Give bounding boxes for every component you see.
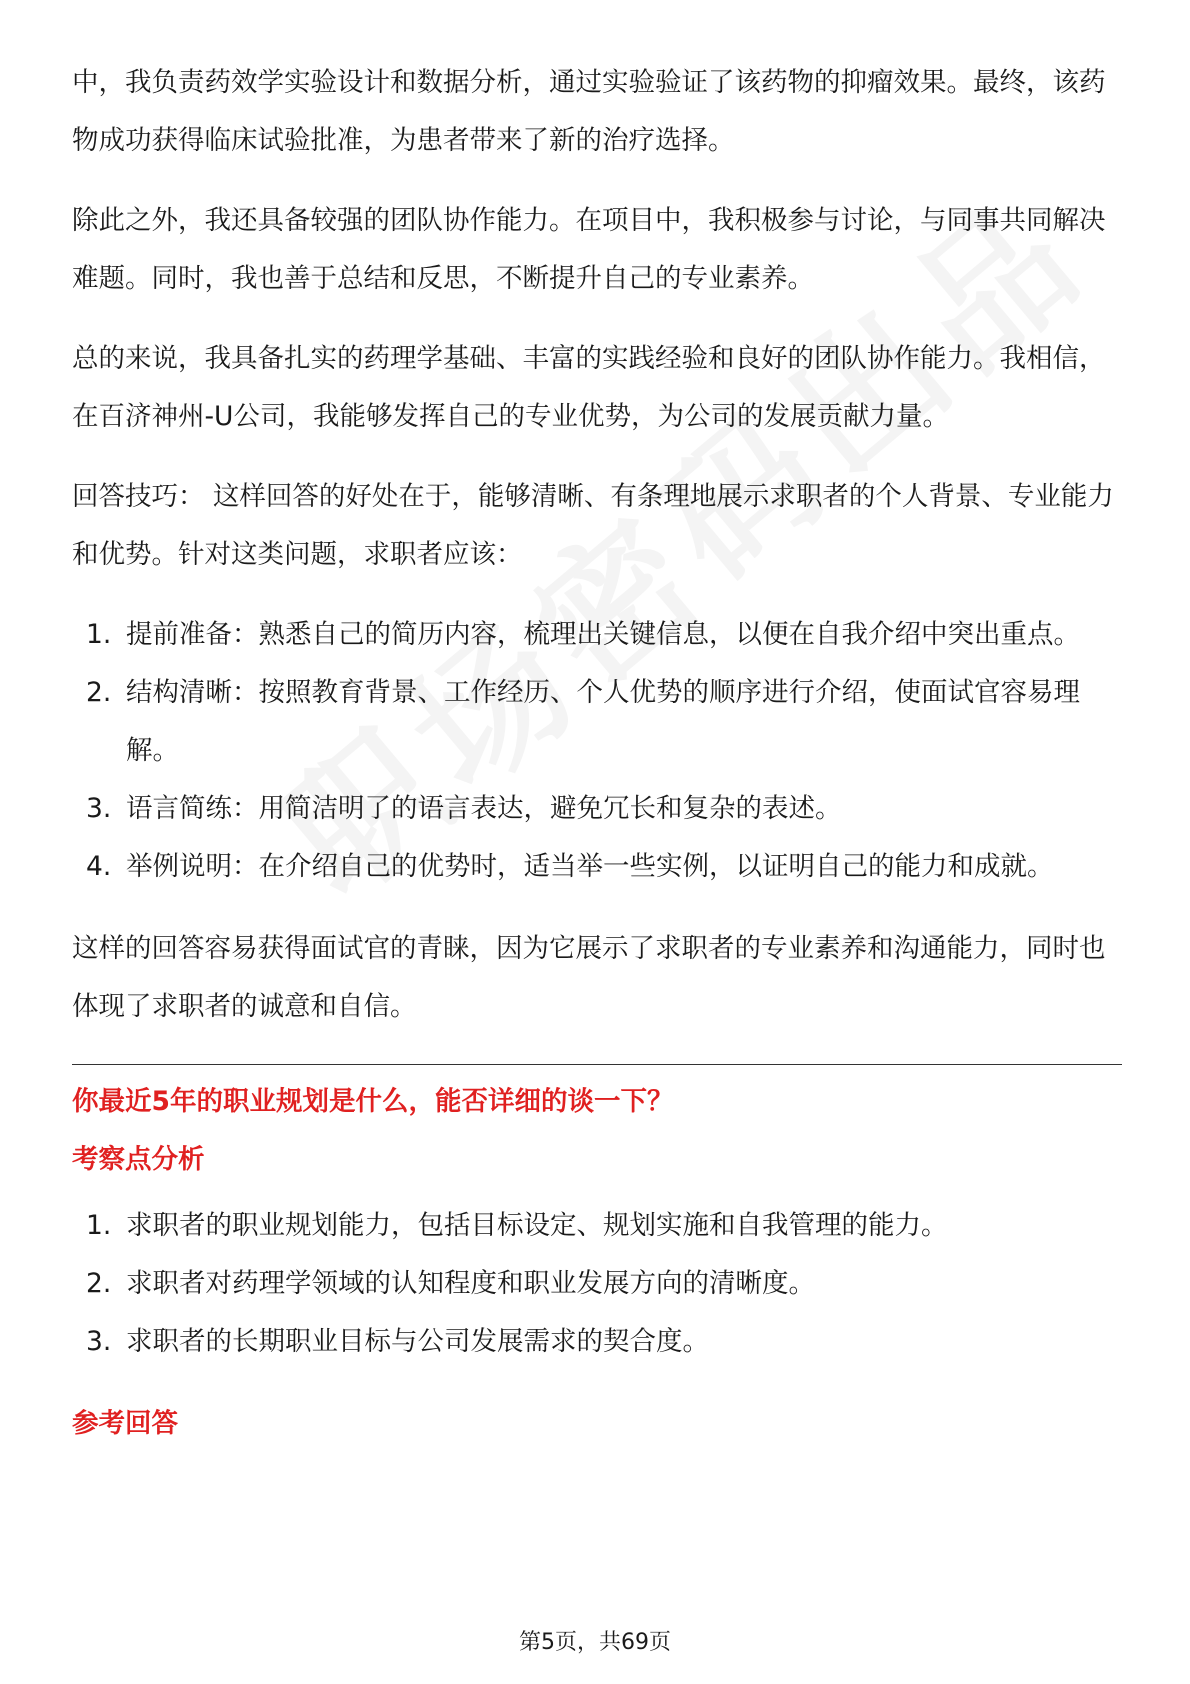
section-divider — [72, 1064, 1122, 1065]
list-item — [72, 1313, 1122, 1371]
list-item — [72, 780, 1122, 838]
list-number: 2. — [86, 1268, 112, 1299]
page-number: 第5页，共69页 — [519, 1630, 671, 1655]
list-item — [72, 606, 1122, 664]
analysis-list — [72, 1197, 1122, 1371]
list-number: 3. — [86, 793, 112, 824]
list-item-text: 求职者对药理学领域的认知程度和职业发展方向的清晰度。 — [126, 1268, 815, 1299]
list-number: 3. — [86, 1326, 112, 1357]
list-item — [72, 664, 1122, 780]
answer-tips-intro: 回答技巧： 这样回答的好处在于，能够清晰、有条理地展示求职者的个人背景、专业能力和优势。针对这类问题，求职者应该： — [72, 481, 1114, 570]
analysis-heading: 考察点分析 — [72, 1144, 205, 1175]
list-item-text: 语言简练：用简洁明了的语言表达，避免冗长和复杂的表述。 — [126, 793, 842, 824]
question-title: 你最近5年的职业规划是什么，能否详细的谈一下？ — [72, 1086, 674, 1117]
list-item-text: 求职者的长期职业目标与公司发展需求的契合度。 — [126, 1326, 709, 1357]
list-item-text: 提前准备：熟悉自己的简历内容，梳理出关键信息，以便在自我介绍中突出重点。 — [126, 619, 1080, 650]
document-body — [72, 54, 1122, 1461]
list-item — [72, 1197, 1122, 1255]
answer-heading: 参考回答 — [72, 1408, 178, 1439]
paragraph: 中，我负责药效学实验设计和数据分析，通过实验验证了该药物的抑瘤效果。最终，该药物成功获得临床试验批准，为患者带来了新的治疗选择。 — [72, 67, 1106, 156]
list-number: 1. — [86, 1210, 112, 1241]
list-item — [72, 838, 1122, 896]
tips-list — [72, 606, 1122, 896]
list-item-text: 举例说明：在介绍自己的优势时，适当举一些实例，以证明自己的能力和成就。 — [126, 851, 1054, 882]
list-number: 1. — [86, 619, 112, 650]
paragraph: 除此之外，我还具备较强的团队协作能力。在项目中，我积极参与讨论，与同事共同解决难题。同时，我也善于总结和反思，不断提升自己的专业素养。 — [72, 205, 1106, 294]
list-item-text: 结构清晰：按照教育背景、工作经历、个人优势的顺序进行介绍，使面试官容易理解。 — [126, 677, 1080, 766]
list-item — [72, 1255, 1122, 1313]
list-item-text: 求职者的职业规划能力，包括目标设定、规划实施和自我管理的能力。 — [126, 1210, 948, 1241]
closing-paragraph: 这样的回答容易获得面试官的青睐，因为它展示了求职者的专业素养和沟通能力，同时也体现了求职者的诚意和自信。 — [72, 933, 1106, 1022]
paragraph: 总的来说，我具备扎实的药理学基础、丰富的实践经验和良好的团队协作能力。我相信，在百济神州-U公司，我能够发挥自己的专业优势，为公司的发展贡献力量。 — [72, 343, 1106, 432]
list-number: 2. — [86, 677, 112, 708]
list-number: 4. — [86, 851, 112, 882]
